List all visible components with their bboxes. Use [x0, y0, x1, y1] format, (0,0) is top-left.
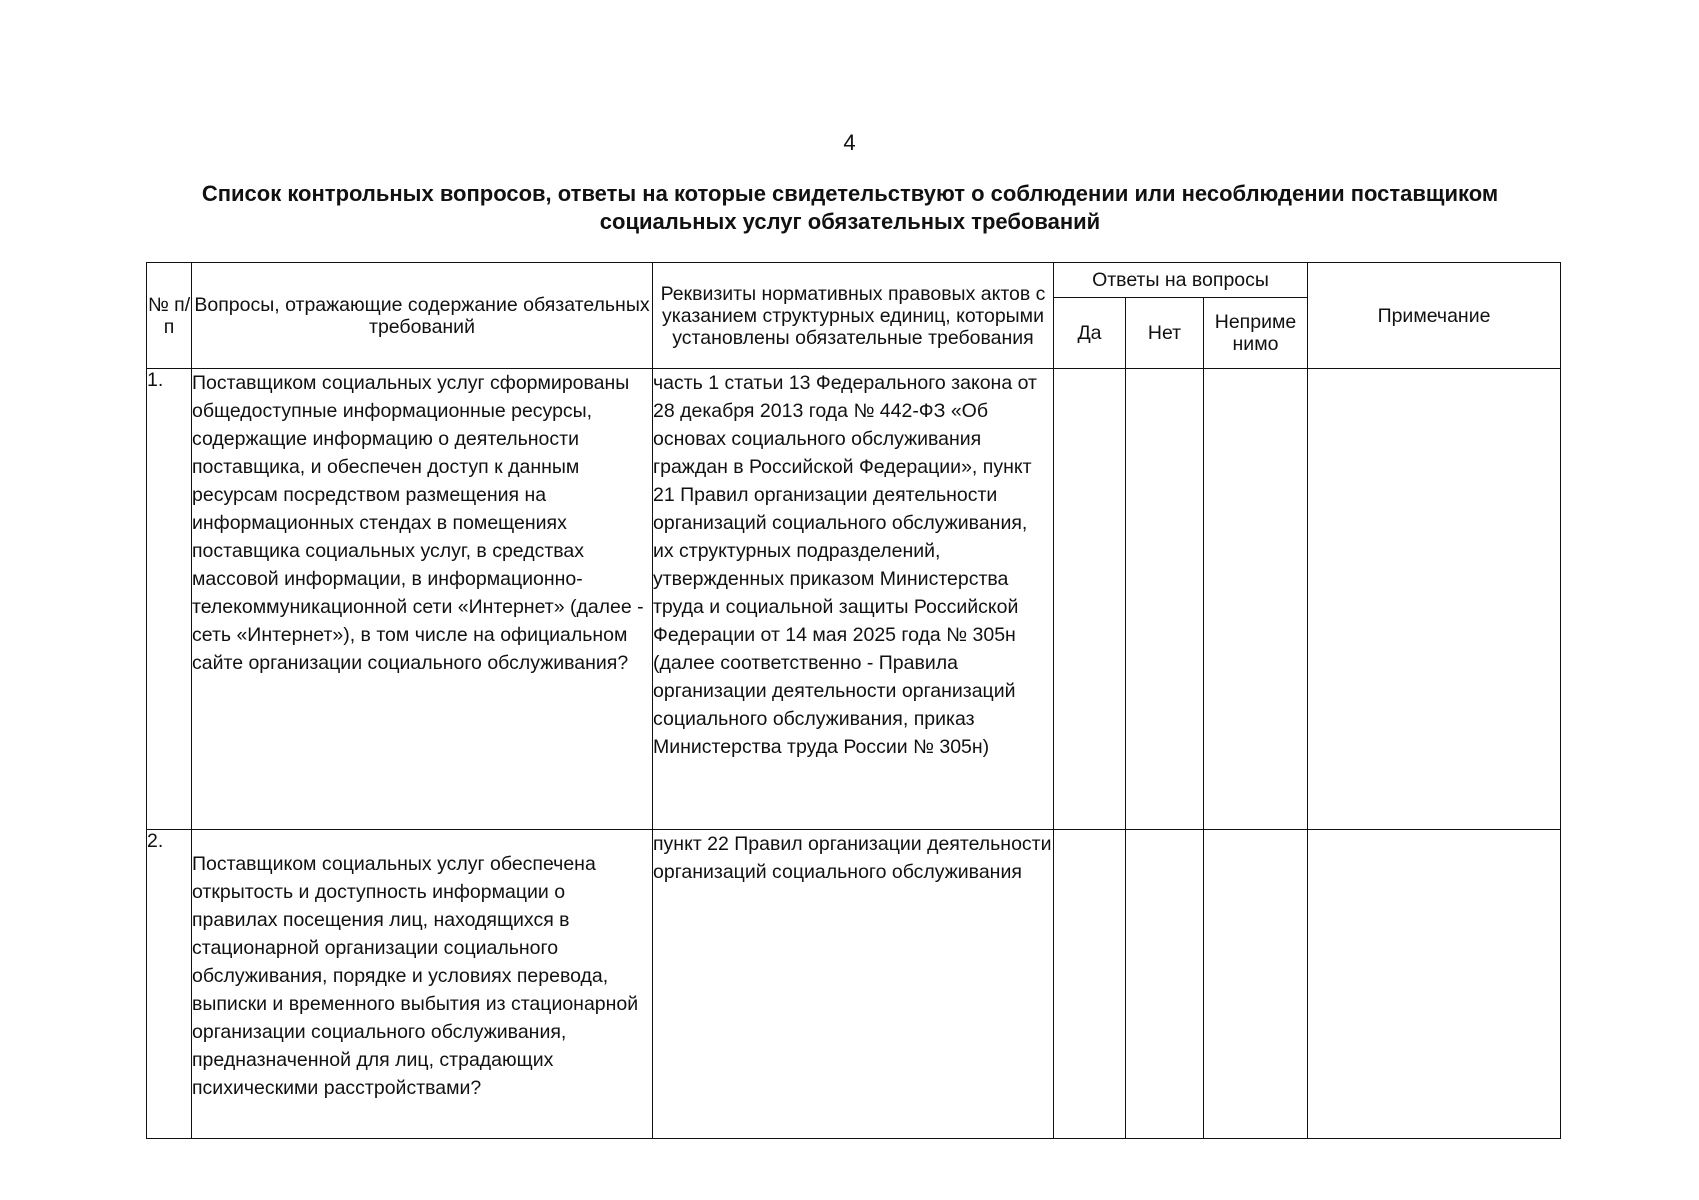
answer-yes-cell[interactable] — [1054, 830, 1126, 1139]
row-question: Поставщиком социальных услуг сформированы общедоступные информационные ресурсы, содержащие информацию о деятельности поставщика, и обеспечен доступ к данным ресурсам посредством размещения на информационных стендах в помещениях поставщика социальных услуг, в средствах массовой информации, в информационно-телекоммуникационной сети «Интернет» (далее - сеть «Интернет»), в том числе на официальном сайте организации социального обслуживания? — [192, 369, 653, 830]
header-no: Нет — [1126, 298, 1204, 369]
note-cell[interactable] — [1308, 830, 1561, 1139]
header-questions: Вопросы, отражающие содержание обязательных требований — [192, 263, 653, 369]
header-not-applicable: Неприме нимо — [1204, 298, 1308, 369]
row-question: Поставщиком социальных услуг обеспечена открытость и доступность информации о правилах посещения лиц, находящихся в стационарной организации социального обслуживания, порядке и условиях перевода, выписки и временного выбытия из стационарной организации социального обслуживания, предназначенной для лиц, страдающих психическими расстройствами? — [192, 830, 653, 1139]
note-cell[interactable] — [1308, 369, 1561, 830]
answer-no-cell[interactable] — [1126, 369, 1204, 830]
table-header-row — [147, 263, 1561, 298]
header-number: № п/п — [147, 263, 192, 369]
header-answers-group: Ответы на вопросы — [1054, 263, 1308, 298]
table-row — [147, 369, 1561, 830]
answer-yes-cell[interactable] — [1054, 369, 1126, 830]
page-number: 4 — [843, 130, 856, 155]
answer-not-applicable-cell[interactable] — [1204, 830, 1308, 1139]
header-requisites: Реквизиты нормативных правовых актов с указанием структурных единиц, которыми установлены обязательные требования — [653, 263, 1054, 369]
table-row — [147, 830, 1561, 1139]
checklist-table — [146, 262, 1561, 1139]
header-note: Примечание — [1308, 263, 1561, 369]
answer-no-cell[interactable] — [1126, 830, 1204, 1139]
row-requisites: часть 1 статьи 13 Федерального закона от 28 декабря 2013 года № 442-ФЗ «Об основах социального обслуживания граждан в Российской Федерации», пункт 21 Правил организации деятельности организаций социального обслуживания, их структурных подразделений, утвержденных приказом Министерства труда и социальной защиты Российской Федерации от 14 мая 2025 года № 305н (далее соответственно - Правила организации деятельности организаций социального обслуживания, приказ Министерства труда России № 305н) — [653, 369, 1054, 830]
answer-not-applicable-cell[interactable] — [1204, 369, 1308, 830]
header-yes: Да — [1054, 298, 1126, 369]
row-number: 2. — [147, 830, 192, 1139]
row-requisites: пункт 22 Правил организации деятельности организаций социального обслуживания — [653, 830, 1054, 1139]
row-number: 1. — [147, 369, 192, 830]
document-title: Список контрольных вопросов, ответы на которые свидетельствуют о соблюдении или несоблюдении поставщиком социальных услуг обязательных требований — [201, 181, 1499, 234]
